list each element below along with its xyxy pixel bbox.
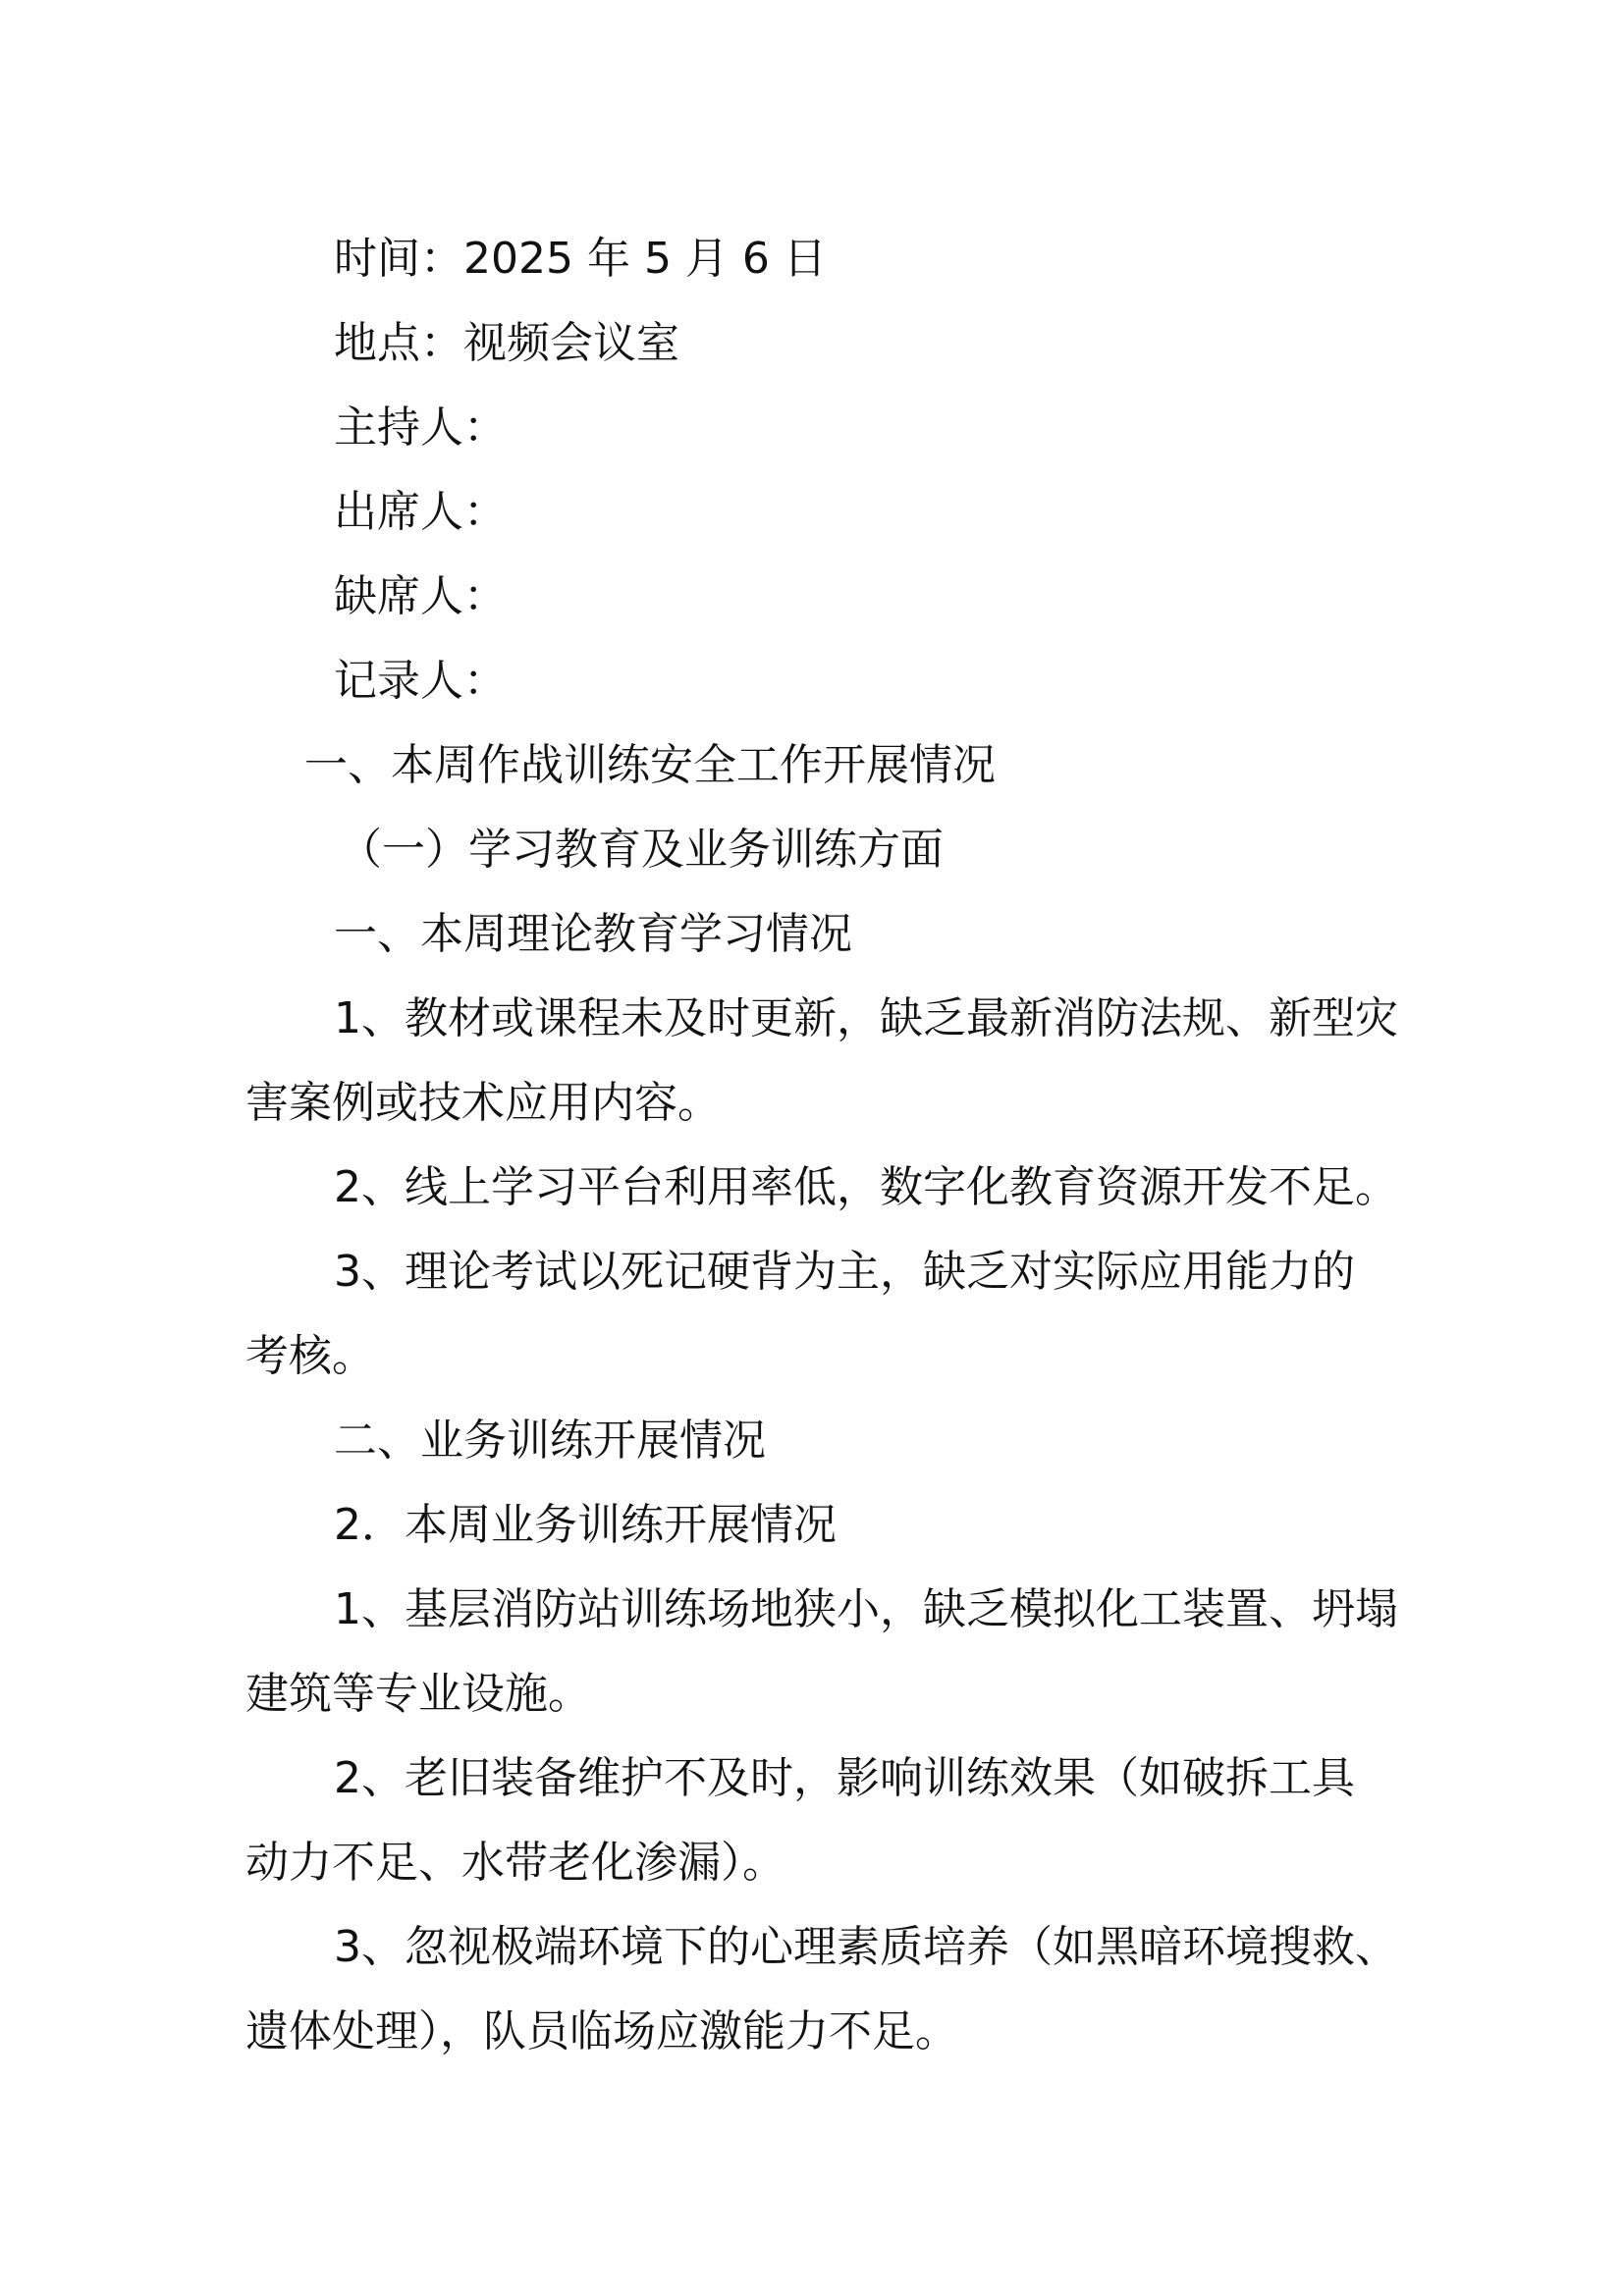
part-1-item-3-line-2: 考核。 [245, 1331, 375, 1381]
part-1-item-1-line-2: 害案例或技术应用内容。 [245, 1078, 721, 1128]
part-2-subheading: 2．本周业务训练开展情况 [334, 1500, 837, 1550]
part-1-item-2-line-1: 2、线上学习平台利用率低，数字化教育资源开发不足。 [334, 1162, 1398, 1212]
part-2-item-3-line-2: 遗体处理），队员临场应激能力不足。 [245, 2006, 958, 2056]
part-1-item-3-line-1: 3、理论考试以死记硬背为主，缺乏对实际应用能力的 [334, 1247, 1355, 1297]
meeting-time: 时间：2025 年 5 月 6 日 [334, 234, 827, 284]
meeting-recorder: 记录人： [334, 656, 507, 706]
meeting-host: 主持人： [334, 402, 507, 453]
part-2-heading: 二、业务训练开展情况 [334, 1415, 766, 1466]
meeting-location: 地点：视频会议室 [334, 318, 679, 368]
part-2-item-3-line-1: 3、忽视极端环境下的心理素质培养（如黑暗环境搜救、 [334, 1922, 1398, 1972]
meeting-attendees: 出席人： [334, 487, 507, 537]
part-2-item-2-line-1: 2、老旧装备维护不及时，影响训练效果（如破拆工具 [334, 1753, 1355, 1803]
part-1-heading: 一、本周理论教育学习情况 [334, 909, 852, 959]
section-heading: 一、本周作战训练安全工作开展情况 [304, 740, 996, 790]
part-1-item-1-line-1: 1、教材或课程未及时更新，缺乏最新消防法规、新型灾 [334, 993, 1398, 1043]
meeting-absentees: 缺席人： [334, 571, 507, 621]
part-2-item-2-line-2: 动力不足、水带老化渗漏）。 [245, 1838, 785, 1888]
part-2-item-1-line-1: 1、基层消防站训练场地狭小，缺乏模拟化工装置、坍塌 [334, 1584, 1398, 1634]
part-2-item-1-line-2: 建筑等专业设施。 [245, 1669, 591, 1719]
subsection-heading: （一）学习教育及业务训练方面 [339, 825, 944, 875]
